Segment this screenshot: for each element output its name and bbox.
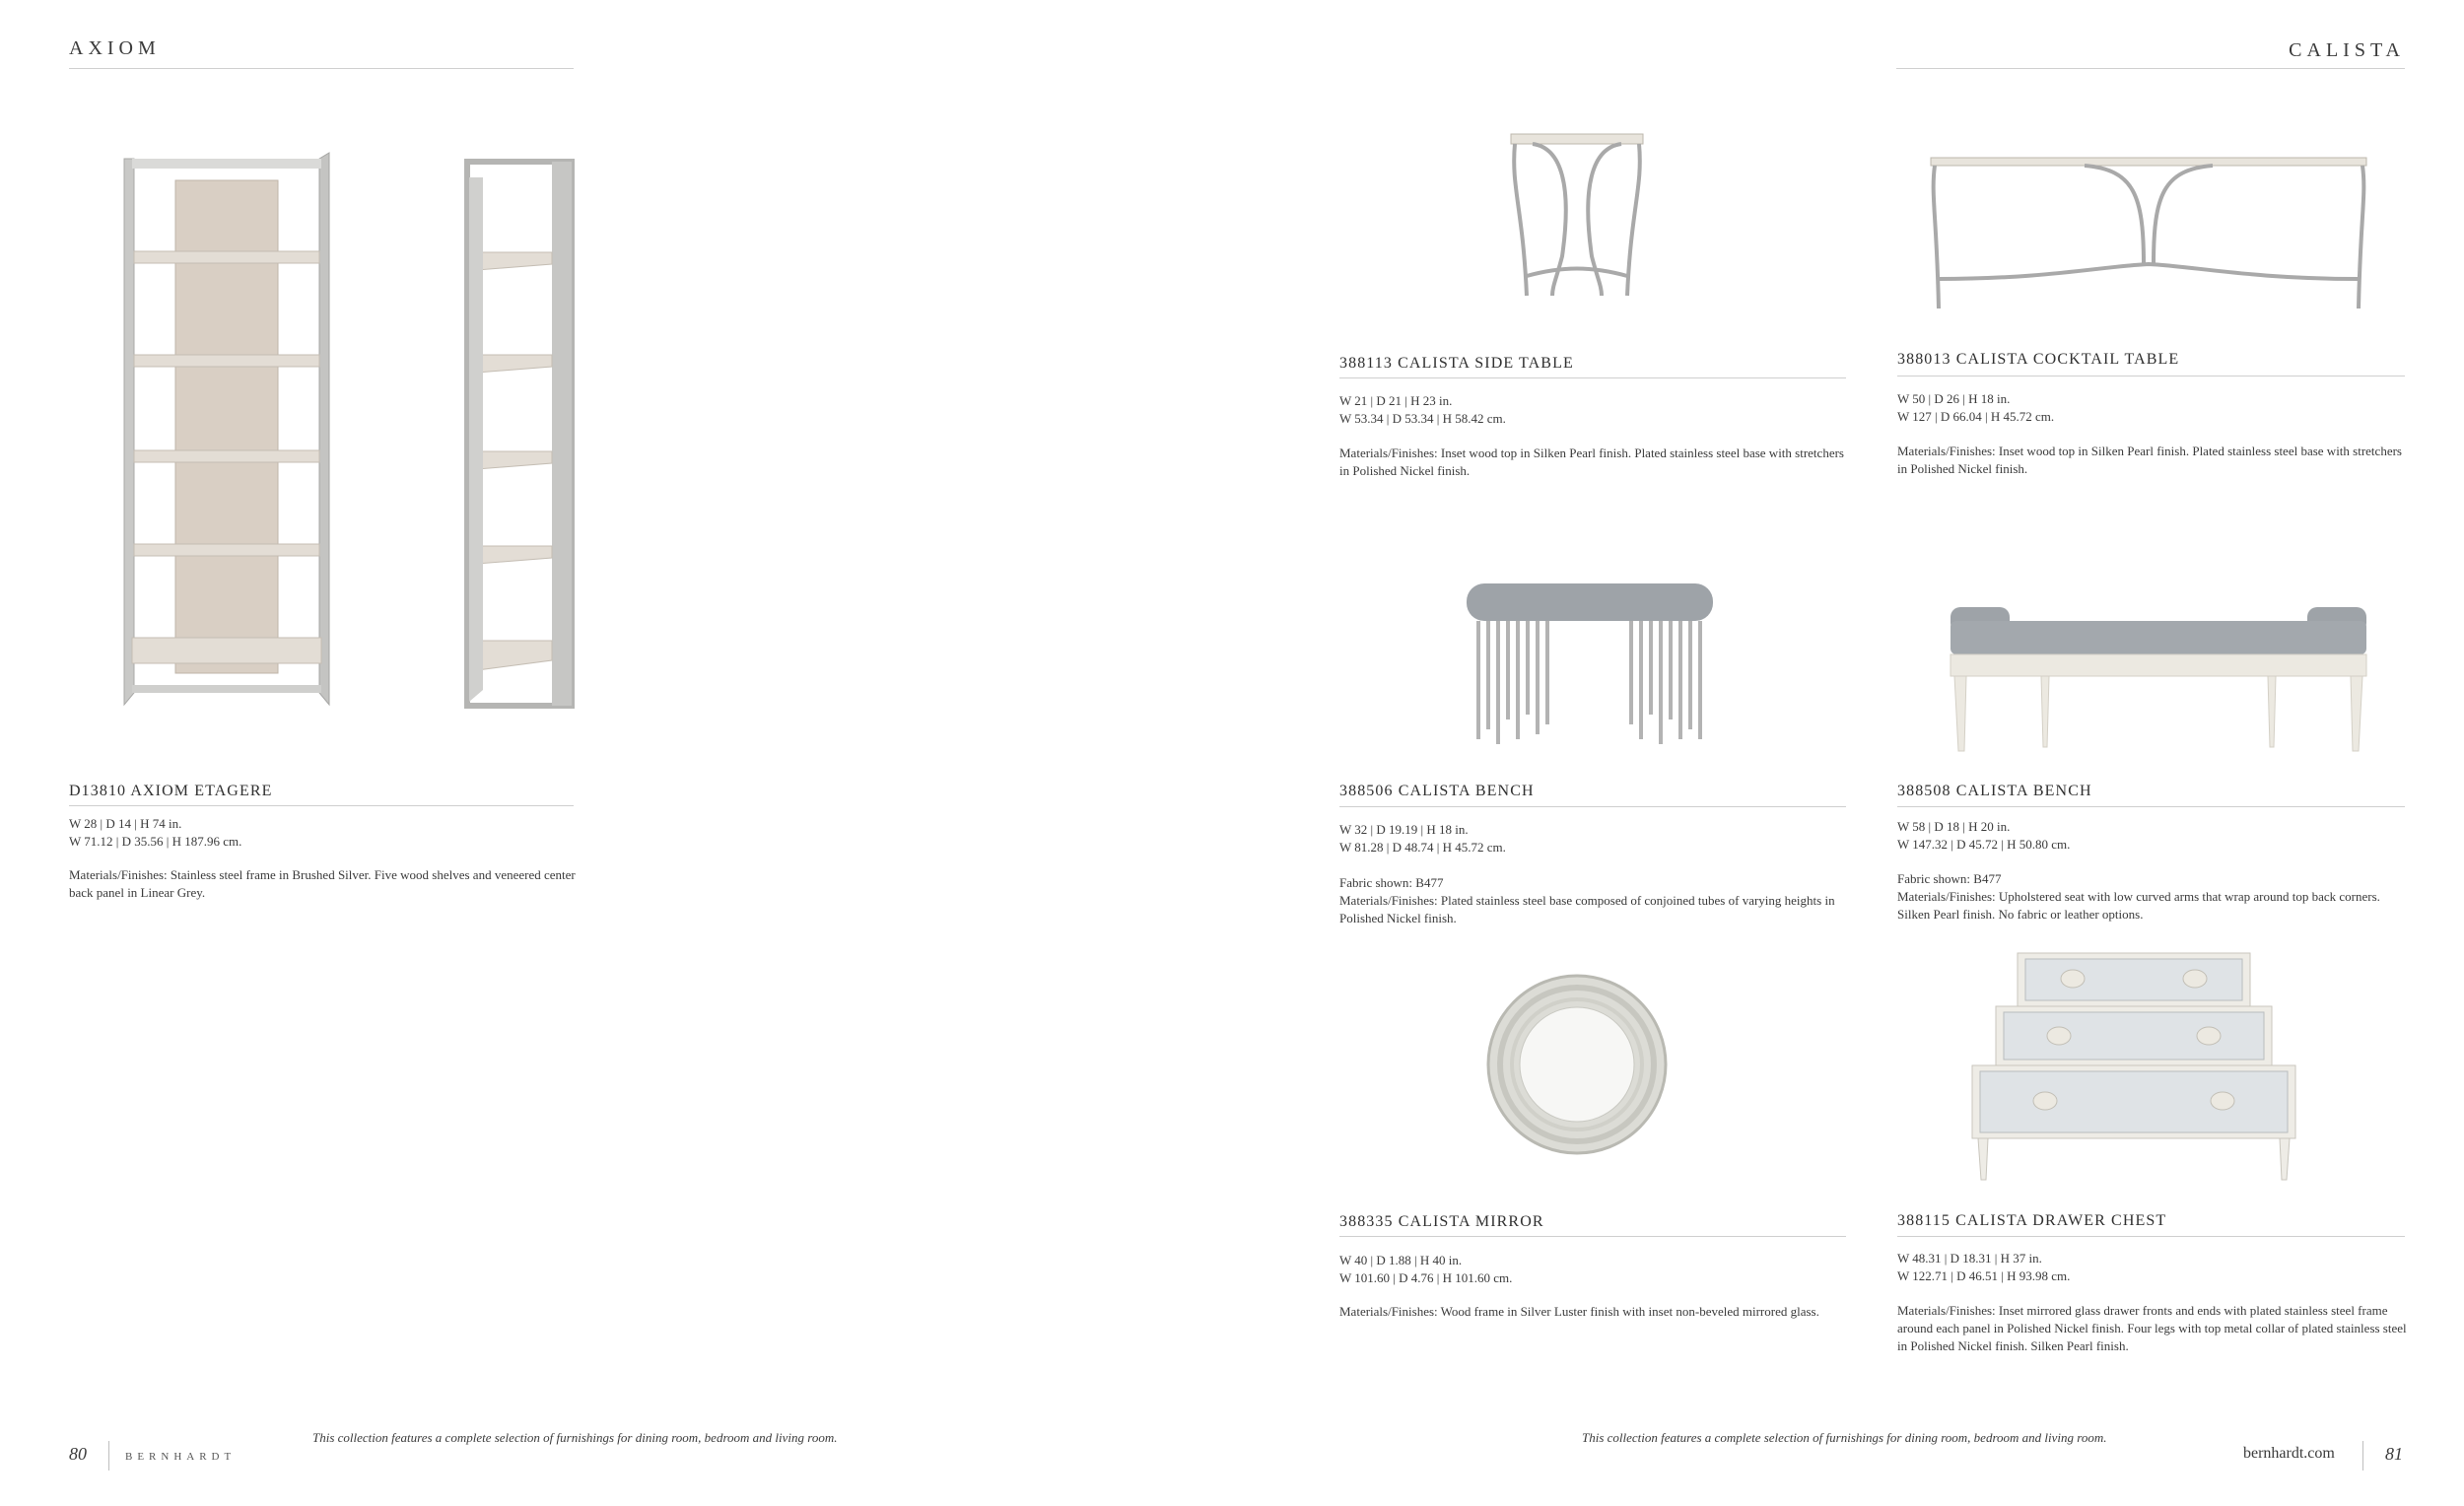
drawer-chest-title-rule (1897, 1236, 2405, 1237)
side-table-dims-cm: W 53.34 | D 53.34 | H 58.42 cm. (1339, 411, 1506, 426)
calista-mirror-materials: Materials/Finishes: Wood frame in Silver Luster finish with inset non-beveled mirrored glass. (1339, 1304, 1819, 1319)
brand-logo: BERNHARDT (125, 1451, 237, 1463)
axiom-etagere-title: D13810 AXIOM ETAGERE (69, 783, 273, 799)
bench-388506-dims-in: W 32 | D 19.19 | H 18 in. (1339, 822, 1469, 837)
calista-drawer-chest-dimensions (1897, 1250, 2410, 1285)
calista-mirror-dimensions (1339, 1252, 1852, 1287)
calista-cocktail-table-dimensions (1897, 390, 2410, 426)
calista-bench-388508-materials: Materials/Finishes: Upholstered seat with low curved arms that wrap around top back corners. Silken Pearl finish. No fabric or leather options. (1897, 889, 2380, 922)
cocktail-table-dims-in: W 50 | D 26 | H 18 in. (1897, 391, 2011, 406)
left-collection-header: AXIOM (69, 37, 161, 59)
calista-bench-388508-dimensions (1897, 818, 2410, 854)
mirror-dims-cm: W 101.60 | D 4.76 | H 101.60 cm. (1339, 1270, 1513, 1285)
calista-bench-388506-dimensions (1339, 821, 1852, 856)
bench-388506-dims-cm: W 81.28 | D 48.74 | H 45.72 cm. (1339, 840, 1506, 855)
axiom-etagere-side-image (463, 158, 577, 710)
mirror-title-rule (1339, 1236, 1846, 1237)
calista-mirror-title: 388335 CALISTA MIRROR (1339, 1213, 1544, 1230)
calista-bench-tubes-image (1459, 582, 1720, 749)
bench-388508-title-rule (1897, 806, 2405, 807)
axiom-dims-in: W 28 | D 14 | H 74 in. (69, 816, 182, 831)
calista-mirror-image (1483, 971, 1671, 1158)
cocktail-table-dims-cm: W 127 | D 66.04 | H 45.72 cm. (1897, 409, 2055, 424)
calista-bench-upholstered-image (1947, 603, 2370, 756)
calista-drawer-chest-image (1966, 951, 2301, 1183)
drawer-chest-dims-in: W 48.31 | D 18.31 | H 37 in. (1897, 1251, 2042, 1266)
right-footer-note: This collection features a complete selection of furnishings for dining room, bedroom and living room. (1582, 1430, 2107, 1445)
bench-388508-dims-in: W 58 | D 18 | H 20 in. (1897, 819, 2011, 834)
calista-bench-388506-title: 388506 CALISTA BENCH (1339, 783, 1535, 799)
left-page-number: 80 (69, 1444, 87, 1464)
calista-bench-388508-title: 388508 CALISTA BENCH (1897, 783, 2092, 799)
right-footer-divider (2362, 1441, 2363, 1471)
side-table-dims-in: W 21 | D 21 | H 23 in. (1339, 393, 1453, 408)
side-table-title-rule (1339, 377, 1846, 378)
drawer-chest-dims-cm: W 122.71 | D 46.51 | H 93.98 cm. (1897, 1268, 2071, 1283)
bench-388508-dims-cm: W 147.32 | D 45.72 | H 50.80 cm. (1897, 837, 2071, 852)
mirror-dims-in: W 40 | D 1.88 | H 40 in. (1339, 1253, 1463, 1267)
axiom-etagere-materials: Materials/Finishes: Stainless steel frame in Brushed Silver. Five wood shelves and veneered center back panel in Linear Grey. (69, 867, 576, 900)
calista-side-table-materials: Materials/Finishes: Inset wood top in Silken Pearl finish. Plated stainless steel base with stretchers in Polished Nickel finish. (1339, 445, 1844, 478)
calista-side-table-title: 388113 CALISTA SIDE TABLE (1339, 355, 1574, 372)
axiom-dims-cm: W 71.12 | D 35.56 | H 187.96 cm. (69, 834, 242, 849)
bench-388506-title-rule (1339, 806, 1846, 807)
right-collection-header: CALISTA (2289, 39, 2405, 61)
right-header-rule (1896, 68, 2405, 69)
calista-side-table-image (1503, 128, 1651, 306)
axiom-etagere-dimensions (69, 815, 582, 851)
right-page-number: 81 (2385, 1444, 2403, 1464)
bench-388506-fabric: Fabric shown: B477 (1339, 875, 1444, 890)
calista-drawer-chest-materials: Materials/Finishes: Inset mirrored glass drawer fronts and ends with plated stainless steel frame around each panel in Polished Nickel finish. Four legs with top metal collar of plated stainless steel in Polished Nickel finish. Silken Pearl finish. (1897, 1303, 2407, 1353)
left-footer-note: This collection features a complete selection of furnishings for dining room, bedroom and living room. (312, 1430, 838, 1445)
left-header-rule (69, 68, 574, 69)
axiom-title-rule (69, 805, 574, 806)
left-footer-divider (108, 1441, 109, 1471)
calista-cocktail-table-image (1927, 156, 2370, 313)
calista-bench-388506-materials: Materials/Finishes: Plated stainless steel base composed of conjoined tubes of varying heights in Polished Nickel finish. (1339, 893, 1835, 925)
calista-cocktail-table-materials: Materials/Finishes: Inset wood top in Silken Pearl finish. Plated stainless steel base with stretchers in Polished Nickel finish. (1897, 444, 2402, 476)
calista-cocktail-table-title: 388013 CALISTA COCKTAIL TABLE (1897, 351, 2180, 368)
calista-side-table-dimensions (1339, 392, 1852, 428)
website-link[interactable]: bernhardt.com (2243, 1445, 2335, 1462)
calista-drawer-chest-title: 388115 CALISTA DRAWER CHEST (1897, 1212, 2167, 1229)
axiom-etagere-front-image (118, 153, 335, 715)
bench-388508-fabric: Fabric shown: B477 (1897, 871, 2002, 886)
